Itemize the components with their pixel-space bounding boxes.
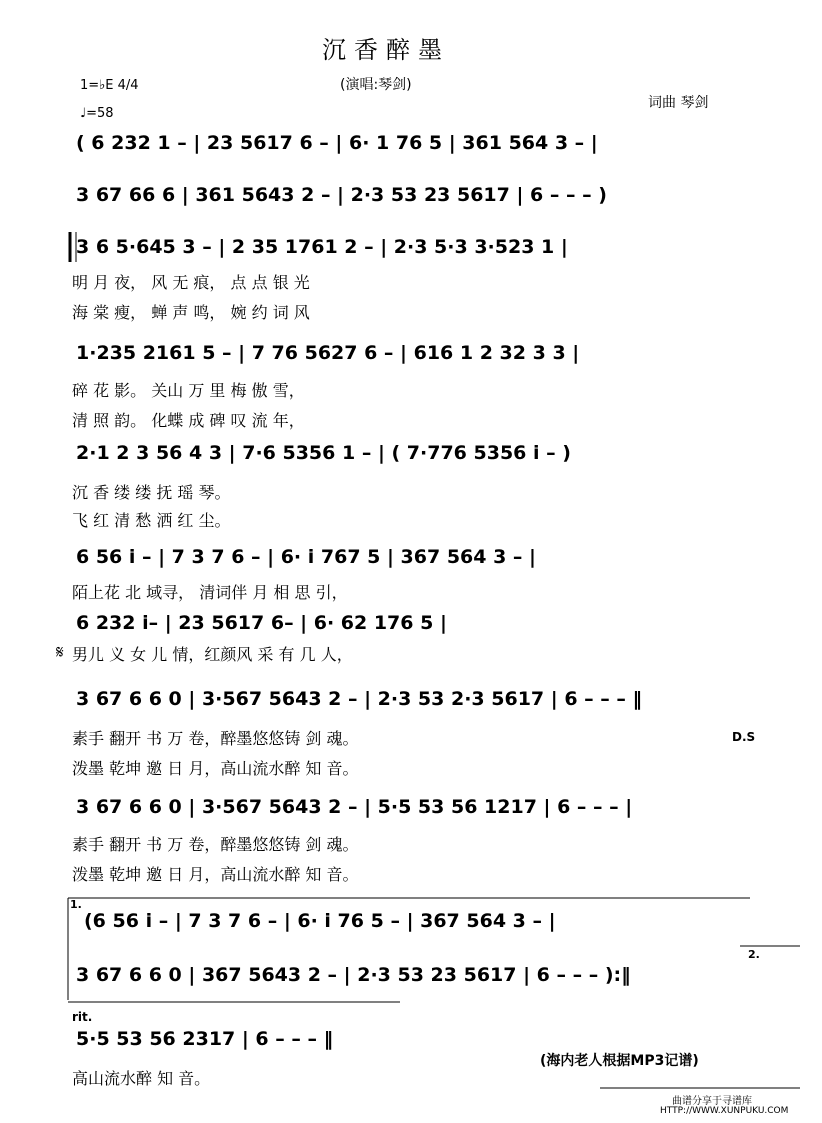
site-line-1: 曲谱分享于寻谱库 xyxy=(672,1096,752,1107)
lyric-line-13: 高山流水醉 知 音。 xyxy=(72,1069,211,1088)
tempo-marking: ♩=58 xyxy=(80,106,114,121)
lyric-line-9: 素手 翻开 书 万 卷，醉墨悠悠铸 剑 魂。 xyxy=(72,729,359,748)
segno-sign: 𝄋 xyxy=(56,642,64,663)
ritardando-mark: rit. xyxy=(72,1010,93,1024)
ds-mark: D.S xyxy=(732,730,756,744)
volta-1-label: 1. xyxy=(70,898,82,911)
score-row-11: 3 67 6 6 0 | 367 5643 2 – | 2·3 53 23 5617 | 6 – – – ):‖ xyxy=(76,964,631,986)
lyric-line-2: 海 棠 瘦， 蝉 声 鸣， 婉 约 词 风 xyxy=(72,303,310,322)
key-signature: 1=♭E 4/4 xyxy=(80,78,139,93)
lyric-line-6: 飞 红 清 愁 洒 红 尘。 xyxy=(72,511,231,530)
lyric-line-10: 泼墨 乾坤 邀 日 月，高山流水醉 知 音。 xyxy=(72,759,359,778)
transcriber-note: (海内老人根据MP3记谱) xyxy=(540,1053,699,1069)
score-row-5: 2·1 2 3 56 4 3 | 7·6 5356 1 – | ( 7·776 5356 i – ) xyxy=(76,442,571,464)
score-row-3: 3 6 5·645 3 – | 2 35 1761 2 – | 2·3 5·3 3·523 1 | xyxy=(76,236,568,258)
lyric-line-8: 男儿 义 女 儿 情，红颜风 采 有 几 人， xyxy=(72,645,353,664)
score-row-9: 3 67 6 6 0 | 3·567 5643 2 – | 5·5 53 56 1217 | 6 – – – | xyxy=(76,796,633,818)
score-row-6: 6 56 i – | 7 3 7 6 – | 6· i 767 5 | 367 564 3 – | xyxy=(76,546,536,568)
score-row-2: 3 67 66 6 | 361 5643 2 – | 2·3 53 23 5617 | 6 – – – ) xyxy=(76,184,607,206)
lyric-line-11: 素手 翻开 书 万 卷，醉墨悠悠铸 剑 魂。 xyxy=(72,835,359,854)
singer-credit: (演唱:琴剑) xyxy=(340,77,412,93)
song-title: 沉香醉墨 xyxy=(322,36,450,64)
composer-credit: 词曲 琴剑 xyxy=(648,95,709,111)
lyric-line-7: 陌上花 北 域寻， 清词伴 月 相 思 引， xyxy=(72,583,348,602)
lyric-line-3: 碎 花 影。 关山 万 里 梅 傲 雪， xyxy=(72,381,305,400)
lyric-line-4: 清 照 韵。 化蝶 成 碑 叹 流 年， xyxy=(72,411,305,430)
score-row-8: 3 67 6 6 0 | 3·567 5643 2 – | 2·3 53 2·3 5617 | 6 – – – ‖ xyxy=(76,688,642,710)
lyric-line-5: 沉 香 缕 缕 抚 瑶 琴。 xyxy=(72,483,231,502)
volta-2-label: 2. xyxy=(748,948,760,961)
site-line-2[interactable]: HTTP://WWW.XUNPUKU.COM xyxy=(660,1106,789,1116)
lyric-line-12: 泼墨 乾坤 邀 日 月，高山流水醉 知 音。 xyxy=(72,865,359,884)
score-row-1: ( 6 232 1 – | 23 5617 6 – | 6· 1 76 5 | 361 564 3 – | xyxy=(76,132,598,154)
lyric-line-1: 明 月 夜， 风 无 痕， 点 点 银 光 xyxy=(72,273,310,292)
score-row-4: 1·235 2161 5 – | 7 76 5627 6 – | 616 1 2 32 3 3 | xyxy=(76,342,580,364)
score-row-10: (6 56 i – | 7 3 7 6 – | 6· i 76 5 – | 367 564 3 – | xyxy=(84,910,556,932)
score-row-12: 5·5 53 56 2317 | 6 – – – ‖ xyxy=(76,1028,334,1050)
score-row-7: 6 232 i– | 23 5617 6– | 6· 62 176 5 | xyxy=(76,612,447,634)
